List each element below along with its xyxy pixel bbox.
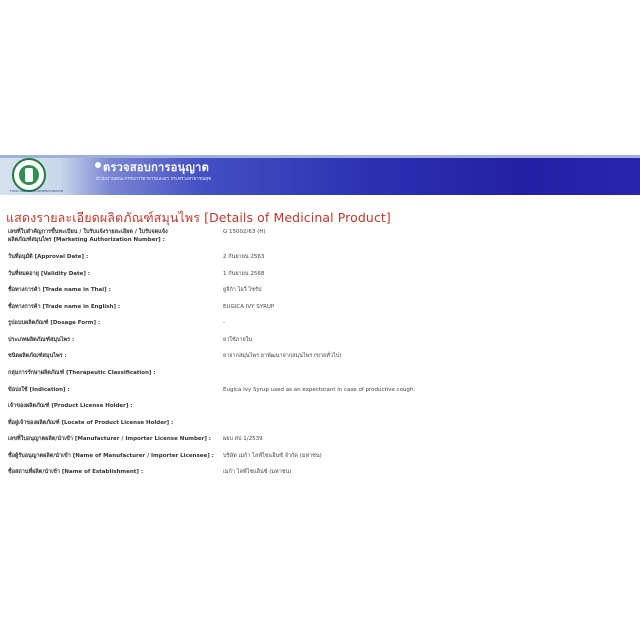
fda-logo-icon[interactable] [12, 158, 46, 192]
detail-label: เจ้าของผลิตภัณฑ์ [Product License Holder] : [8, 403, 133, 409]
detail-label: วันที่อนุมัติ [Approval Date] : [8, 254, 89, 260]
detail-label: ชนิดผลิตภัณฑ์สมุนไพร : [8, 353, 67, 359]
detail-label: ชื่อผู้รับอนุญาตผลิต/นำเข้า [Name of Manufacturer / Importer Licensee] : [8, 453, 214, 459]
detail-label: เลขที่ใบอนุญาตผลิต/นำเข้า [Manufacturer / Importer License Number] : [8, 436, 211, 442]
detail-label: ประเภทผลิตภัณฑ์สมุนไพร : [8, 337, 75, 343]
detail-label: ชื่อสถานที่ผลิต/นำเข้า [Name of Establishment] : [8, 469, 144, 475]
detail-value: บริษัท เมก้า ไลฟ์ไซแอ็นซ์ จำกัด (มหาชน) [223, 453, 322, 459]
detail-value: EUGICA IVY SYRUP [223, 304, 275, 310]
site-title[interactable]: ตรวจสอบการอนุญาต [103, 161, 210, 174]
detail-value: ยูจิก้า ไอวี่ ไซรัป [223, 287, 262, 293]
bullet-icon [95, 162, 101, 168]
detail-label: ที่อยู่เจ้าของผลิตภัณฑ์ [Locate of Product License Holder] : [8, 420, 174, 426]
banner-top-line [0, 155, 640, 158]
detail-label: ข้อบ่งใช้ [Indication] : [8, 387, 70, 393]
detail-value: ยาจากสมุนไพร ยาพัฒนาจากสมุนไพร (ขายทั่วไป) [223, 353, 342, 359]
page-title: แสดงรายละเอียดผลิตภัณฑ์สมุนไพร [Details of Medicinal Product] [6, 210, 391, 225]
detail-label: ชื่อทางการค้า [Trade name in English] : [8, 304, 121, 310]
detail-value: เมก้า ไลฟ์ไซแอ็นซ์ (มหาชน) [223, 469, 292, 475]
detail-label: รูปแบบผลิตภัณฑ์ [Dosage Form] : [8, 320, 101, 326]
detail-label: เลขที่ใบสำคัญการขึ้นทะเบียน / ใบรับแจ้งรายละเอียด / ใบรับจดแจ้ง [8, 229, 168, 235]
detail-value: G 15002/63 (H) [223, 229, 266, 235]
detail-label-continued: ผลิตภัณฑ์สมุนไพร [Marketing Authorization Number] : [8, 237, 165, 243]
detail-value: ผยบ สป 1/2539 [223, 436, 263, 442]
detail-label: กลุ่มการรักษาผลิตภัณฑ์ [Therapeutic Classification] : [8, 370, 156, 376]
detail-label: วันที่หมดอายุ [Validity Date] : [8, 271, 90, 277]
site-subtitle: สำนักงานคณะกรรมการอาหารและยา กระทรวงสาธารณสุข [96, 177, 212, 182]
logo-caption: FOOD AND DRUG ADMINISTRATION [10, 189, 63, 193]
detail-label: ชื่อทางการค้า [Trade name in Thai] : [8, 287, 111, 293]
detail-value: Eugica Ivy Syrup used as an expectorant in case of productive cough. [223, 387, 416, 393]
detail-value: 1 กันยายน 2568 [223, 271, 265, 277]
detail-value: ยาใช้ภายใน [223, 337, 253, 343]
detail-value: 2 กันยายน 2563 [223, 254, 265, 260]
detail-value: - [223, 320, 225, 326]
logo-mark [25, 168, 33, 182]
